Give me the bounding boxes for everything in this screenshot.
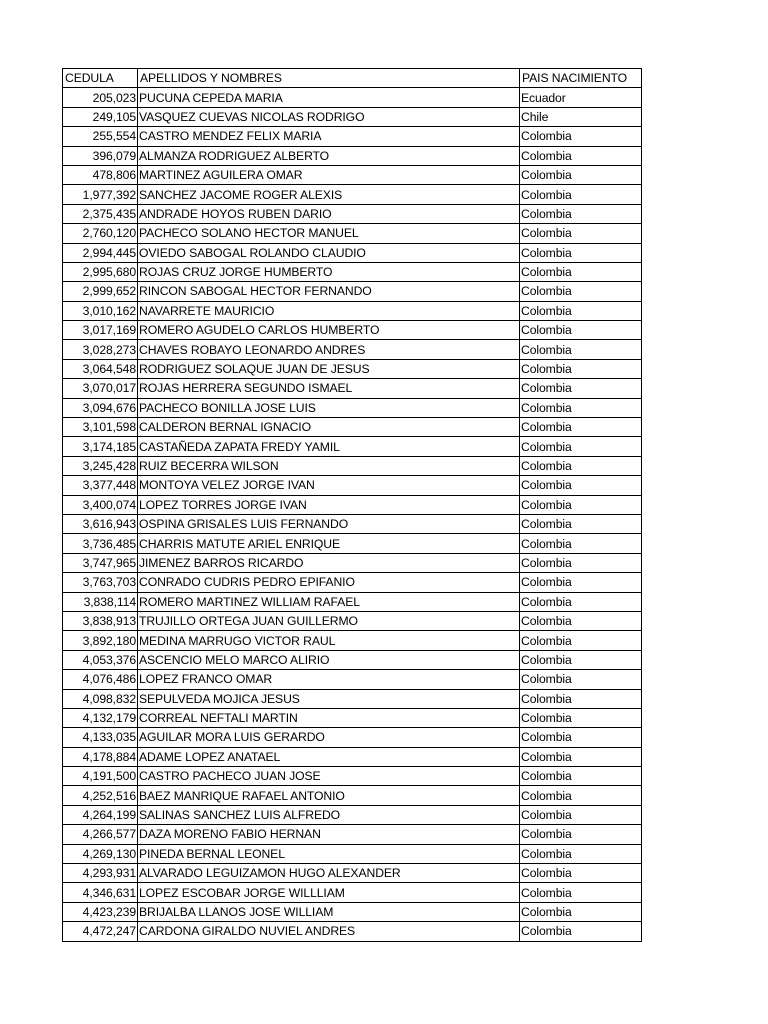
country-cell: Colombia bbox=[520, 476, 642, 495]
table-row bbox=[63, 88, 642, 107]
name-cell: RINCON SABOGAL HECTOR FERNANDO bbox=[138, 282, 520, 301]
cedula-cell: 3,763,703 bbox=[63, 573, 138, 592]
table-row bbox=[63, 650, 642, 669]
country-cell: Colombia bbox=[520, 631, 642, 650]
table-row bbox=[63, 844, 642, 863]
cedula-cell: 3,245,428 bbox=[63, 456, 138, 475]
name-cell: PUCUNA CEPEDA MARIA bbox=[138, 88, 520, 107]
name-cell: ALMANZA RODRIGUEZ ALBERTO bbox=[138, 146, 520, 165]
country-cell: Colombia bbox=[520, 747, 642, 766]
country-cell: Colombia bbox=[520, 902, 642, 921]
table-row bbox=[63, 243, 642, 262]
country-cell: Colombia bbox=[520, 243, 642, 262]
name-cell: NAVARRETE MAURICIO bbox=[138, 301, 520, 320]
name-cell: ASCENCIO MELO MARCO ALIRIO bbox=[138, 650, 520, 669]
table-row bbox=[63, 127, 642, 146]
country-cell: Colombia bbox=[520, 514, 642, 533]
cedula-cell: 396,079 bbox=[63, 146, 138, 165]
country-cell: Colombia bbox=[520, 767, 642, 786]
cedula-cell: 3,094,676 bbox=[63, 398, 138, 417]
country-cell: Colombia bbox=[520, 650, 642, 669]
name-cell: MEDINA MARRUGO VICTOR RAUL bbox=[138, 631, 520, 650]
cedula-cell: 4,076,486 bbox=[63, 670, 138, 689]
name-cell: ALVARADO LEGUIZAMON HUGO ALEXANDER bbox=[138, 864, 520, 883]
country-cell: Colombia bbox=[520, 883, 642, 902]
header-apellidos-y-nombres: APELLIDOS Y NOMBRES bbox=[138, 69, 520, 88]
country-cell: Colombia bbox=[520, 224, 642, 243]
country-cell: Colombia bbox=[520, 670, 642, 689]
country-cell: Colombia bbox=[520, 379, 642, 398]
name-cell: CASTRO MENDEZ FELIX MARIA bbox=[138, 127, 520, 146]
cedula-cell: 3,838,114 bbox=[63, 592, 138, 611]
table-row bbox=[63, 456, 642, 475]
cedula-cell: 4,252,516 bbox=[63, 786, 138, 805]
cedula-cell: 205,023 bbox=[63, 88, 138, 107]
table-row bbox=[63, 553, 642, 572]
table-row bbox=[63, 922, 642, 941]
name-cell: RUIZ BECERRA WILSON bbox=[138, 456, 520, 475]
name-cell: MARTINEZ AGUILERA OMAR bbox=[138, 165, 520, 184]
table-row bbox=[63, 224, 642, 243]
name-cell: PACHECO BONILLA JOSE LUIS bbox=[138, 398, 520, 417]
name-cell: DAZA MORENO FABIO HERNAN bbox=[138, 825, 520, 844]
country-cell: Colombia bbox=[520, 282, 642, 301]
cedula-cell: 3,400,074 bbox=[63, 495, 138, 514]
country-cell: Colombia bbox=[520, 592, 642, 611]
name-cell: BRIJALBA LLANOS JOSE WILLIAM bbox=[138, 902, 520, 921]
country-cell: Colombia bbox=[520, 301, 642, 320]
table-row bbox=[63, 534, 642, 553]
cedula-cell: 3,747,965 bbox=[63, 553, 138, 572]
name-cell: SANCHEZ JACOME ROGER ALEXIS bbox=[138, 185, 520, 204]
country-cell: Colombia bbox=[520, 321, 642, 340]
country-cell: Colombia bbox=[520, 786, 642, 805]
name-cell: RODRIGUEZ SOLAQUE JUAN DE JESUS bbox=[138, 359, 520, 378]
cedula-cell: 4,132,179 bbox=[63, 708, 138, 727]
name-cell: CONRADO CUDRIS PEDRO EPIFANIO bbox=[138, 573, 520, 592]
country-cell: Colombia bbox=[520, 805, 642, 824]
cedula-cell: 4,133,035 bbox=[63, 728, 138, 747]
name-cell: JIMENEZ BARROS RICARDO bbox=[138, 553, 520, 572]
country-cell: Colombia bbox=[520, 825, 642, 844]
country-cell: Colombia bbox=[520, 359, 642, 378]
name-cell: BAEZ MANRIQUE RAFAEL ANTONIO bbox=[138, 786, 520, 805]
table-row bbox=[63, 747, 642, 766]
name-cell: CALDERON BERNAL IGNACIO bbox=[138, 418, 520, 437]
table-row bbox=[63, 262, 642, 281]
cedula-cell: 2,375,435 bbox=[63, 204, 138, 223]
name-cell: OVIEDO SABOGAL ROLANDO CLAUDIO bbox=[138, 243, 520, 262]
name-cell: LOPEZ ESCOBAR JORGE WILLLIAM bbox=[138, 883, 520, 902]
table-row bbox=[63, 340, 642, 359]
country-cell: Colombia bbox=[520, 573, 642, 592]
cedula-cell: 4,423,239 bbox=[63, 902, 138, 921]
cedula-cell: 249,105 bbox=[63, 107, 138, 126]
name-cell: CASTAÑEDA ZAPATA FREDY YAMIL bbox=[138, 437, 520, 456]
table-row bbox=[63, 165, 642, 184]
table-row bbox=[63, 708, 642, 727]
cedula-cell: 3,028,273 bbox=[63, 340, 138, 359]
cedula-cell: 3,377,448 bbox=[63, 476, 138, 495]
cedula-cell: 4,191,500 bbox=[63, 767, 138, 786]
table-row bbox=[63, 514, 642, 533]
country-cell: Colombia bbox=[520, 204, 642, 223]
country-cell: Colombia bbox=[520, 165, 642, 184]
country-cell: Colombia bbox=[520, 185, 642, 204]
country-cell: Colombia bbox=[520, 844, 642, 863]
table-row bbox=[63, 864, 642, 883]
name-cell: ROJAS HERRERA SEGUNDO ISMAEL bbox=[138, 379, 520, 398]
cedula-cell: 3,736,485 bbox=[63, 534, 138, 553]
table-row bbox=[63, 689, 642, 708]
country-cell: Colombia bbox=[520, 611, 642, 630]
table-row bbox=[63, 107, 642, 126]
name-cell: ROMERO MARTINEZ WILLIAM RAFAEL bbox=[138, 592, 520, 611]
cedula-cell: 4,266,577 bbox=[63, 825, 138, 844]
header-cedula: CEDULA bbox=[63, 69, 138, 88]
name-cell: ROMERO AGUDELO CARLOS HUMBERTO bbox=[138, 321, 520, 340]
cedula-cell: 4,178,884 bbox=[63, 747, 138, 766]
cedula-cell: 3,892,180 bbox=[63, 631, 138, 650]
table-row bbox=[63, 767, 642, 786]
country-cell: Colombia bbox=[520, 340, 642, 359]
name-cell: CHAVES ROBAYO LEONARDO ANDRES bbox=[138, 340, 520, 359]
cedula-cell: 478,806 bbox=[63, 165, 138, 184]
country-cell: Colombia bbox=[520, 146, 642, 165]
cedula-cell: 1,977,392 bbox=[63, 185, 138, 204]
country-cell: Colombia bbox=[520, 495, 642, 514]
name-cell: ROJAS CRUZ JORGE HUMBERTO bbox=[138, 262, 520, 281]
table-row bbox=[63, 321, 642, 340]
country-cell: Colombia bbox=[520, 728, 642, 747]
table-row bbox=[63, 805, 642, 824]
country-cell: Colombia bbox=[520, 398, 642, 417]
name-cell: CASTRO PACHECO JUAN JOSE bbox=[138, 767, 520, 786]
name-cell: LOPEZ FRANCO OMAR bbox=[138, 670, 520, 689]
cedula-cell: 2,994,445 bbox=[63, 243, 138, 262]
table-row bbox=[63, 282, 642, 301]
table-row bbox=[63, 185, 642, 204]
country-cell: Colombia bbox=[520, 534, 642, 553]
table-row bbox=[63, 902, 642, 921]
table-row bbox=[63, 728, 642, 747]
name-cell: PACHECO SOLANO HECTOR MANUEL bbox=[138, 224, 520, 243]
table-row bbox=[63, 592, 642, 611]
cedula-cell: 3,101,598 bbox=[63, 418, 138, 437]
cedula-cell: 3,838,913 bbox=[63, 611, 138, 630]
country-cell: Colombia bbox=[520, 127, 642, 146]
name-cell: SALINAS SANCHEZ LUIS ALFREDO bbox=[138, 805, 520, 824]
table-row bbox=[63, 786, 642, 805]
name-cell: MONTOYA VELEZ JORGE IVAN bbox=[138, 476, 520, 495]
table-row bbox=[63, 398, 642, 417]
country-cell: Colombia bbox=[520, 708, 642, 727]
cedula-cell: 3,010,162 bbox=[63, 301, 138, 320]
name-cell: VASQUEZ CUEVAS NICOLAS RODRIGO bbox=[138, 107, 520, 126]
cedula-cell: 4,098,832 bbox=[63, 689, 138, 708]
name-cell: ANDRADE HOYOS RUBEN DARIO bbox=[138, 204, 520, 223]
table-row bbox=[63, 670, 642, 689]
name-cell: CORREAL NEFTALI MARTIN bbox=[138, 708, 520, 727]
name-cell: LOPEZ TORRES JORGE IVAN bbox=[138, 495, 520, 514]
cedula-cell: 4,472,247 bbox=[63, 922, 138, 941]
country-cell: Colombia bbox=[520, 262, 642, 281]
table-row bbox=[63, 476, 642, 495]
cedula-cell: 2,760,120 bbox=[63, 224, 138, 243]
cedula-cell: 3,616,943 bbox=[63, 514, 138, 533]
cedula-cell: 255,554 bbox=[63, 127, 138, 146]
cedula-cell: 3,064,548 bbox=[63, 359, 138, 378]
cedula-cell: 3,017,169 bbox=[63, 321, 138, 340]
table-body bbox=[63, 88, 642, 941]
header-row bbox=[63, 69, 642, 88]
table-row bbox=[63, 437, 642, 456]
country-cell: Colombia bbox=[520, 922, 642, 941]
cedula-cell: 3,174,185 bbox=[63, 437, 138, 456]
cedula-cell: 2,999,652 bbox=[63, 282, 138, 301]
name-cell: PINEDA BERNAL LEONEL bbox=[138, 844, 520, 863]
country-cell: Colombia bbox=[520, 864, 642, 883]
name-cell: OSPINA GRISALES LUIS FERNANDO bbox=[138, 514, 520, 533]
name-cell: ADAME LOPEZ ANATAEL bbox=[138, 747, 520, 766]
country-cell: Colombia bbox=[520, 437, 642, 456]
country-cell: Colombia bbox=[520, 689, 642, 708]
table-row bbox=[63, 825, 642, 844]
table-row bbox=[63, 146, 642, 165]
cedula-cell: 4,053,376 bbox=[63, 650, 138, 669]
table-row bbox=[63, 379, 642, 398]
country-cell: Chile bbox=[520, 107, 642, 126]
cedula-cell: 4,346,631 bbox=[63, 883, 138, 902]
country-cell: Ecuador bbox=[520, 88, 642, 107]
name-cell: CARDONA GIRALDO NUVIEL ANDRES bbox=[138, 922, 520, 941]
table-row bbox=[63, 301, 642, 320]
table-row bbox=[63, 631, 642, 650]
cedula-cell: 3,070,017 bbox=[63, 379, 138, 398]
cedula-cell: 2,995,680 bbox=[63, 262, 138, 281]
table-row bbox=[63, 418, 642, 437]
name-cell: TRUJILLO ORTEGA JUAN GUILLERMO bbox=[138, 611, 520, 630]
table-row bbox=[63, 611, 642, 630]
name-cell: SEPULVEDA MOJICA JESUS bbox=[138, 689, 520, 708]
table-row bbox=[63, 883, 642, 902]
country-cell: Colombia bbox=[520, 418, 642, 437]
header-pais-nacimiento: PAIS NACIMIENTO bbox=[520, 69, 642, 88]
name-cell: CHARRIS MATUTE ARIEL ENRIQUE bbox=[138, 534, 520, 553]
country-cell: Colombia bbox=[520, 553, 642, 572]
country-cell: Colombia bbox=[520, 456, 642, 475]
table-row bbox=[63, 204, 642, 223]
cedula-cell: 4,293,931 bbox=[63, 864, 138, 883]
table-row bbox=[63, 495, 642, 514]
table-row bbox=[63, 573, 642, 592]
cedula-cell: 4,269,130 bbox=[63, 844, 138, 863]
name-cell: AGUILAR MORA LUIS GERARDO bbox=[138, 728, 520, 747]
table-row bbox=[63, 359, 642, 378]
data-table bbox=[62, 68, 642, 942]
cedula-cell: 4,264,199 bbox=[63, 805, 138, 824]
